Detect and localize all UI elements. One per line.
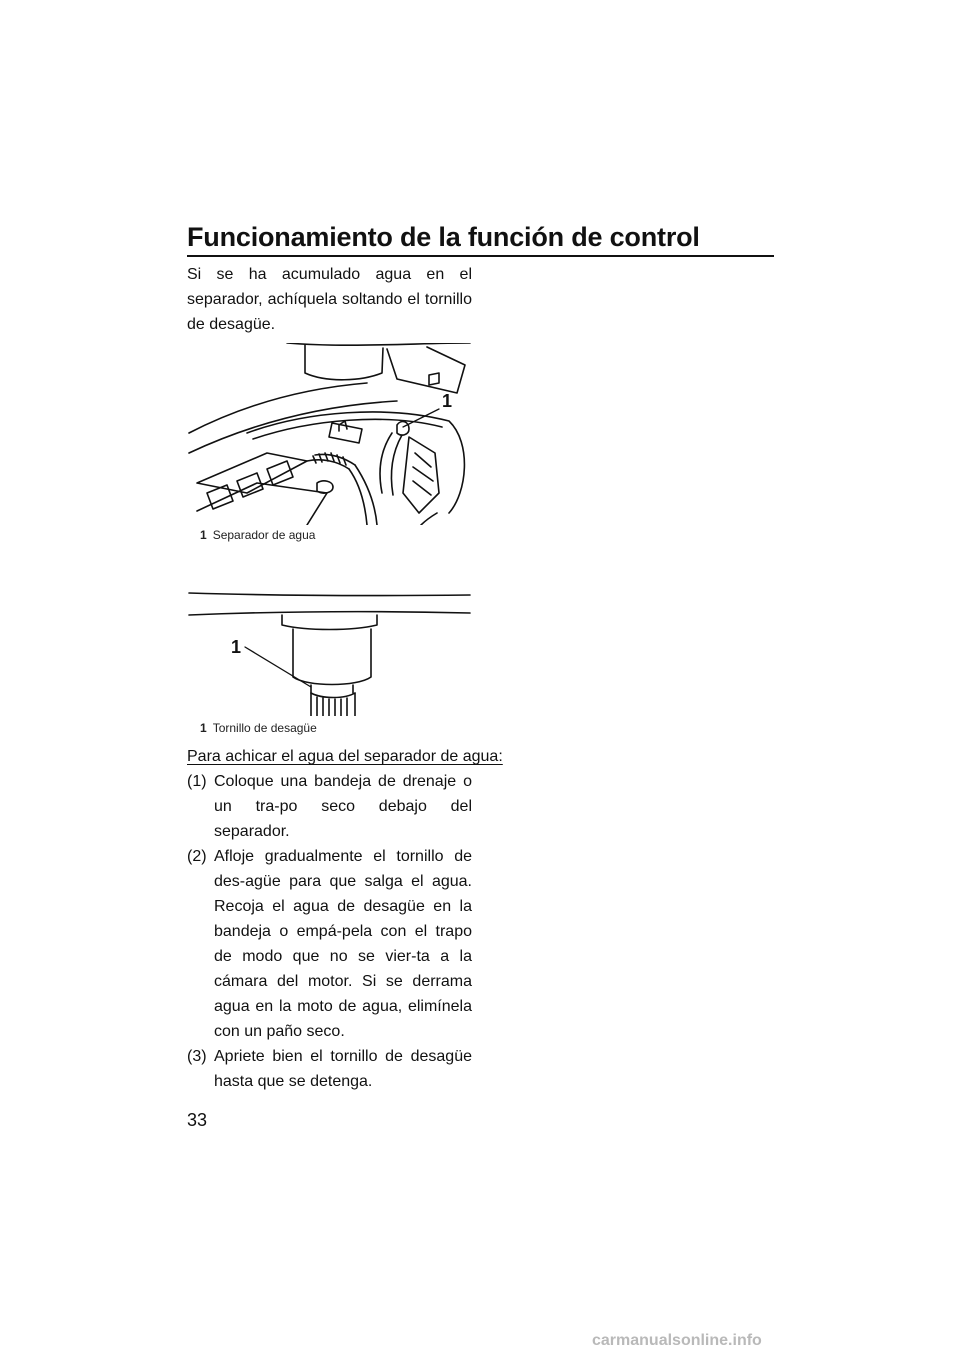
intro-paragraph: Si se ha acumulado agua en el separador, achíquela soltando el tornillo de desagüe.: [187, 266, 472, 333]
caption-number: 1: [200, 528, 207, 542]
content-column: [187, 262, 503, 1094]
engine-compartment-illustration: [187, 343, 472, 525]
step-number: (3): [187, 1048, 207, 1065]
procedure-step: [187, 844, 472, 1044]
step-text: Afloje gradualmente el tornillo de des-agüe para que salga el agua. Recoja el agua de desagüe en la bandeja o empá-pela con el trapo de modo que no se vier-ta a la cámara del motor. Si se derrama agua en la moto de agua, elimínela con un paño seco.: [214, 848, 472, 1040]
caption-text: Separador de agua: [212, 528, 316, 542]
step-number: (1): [187, 773, 207, 790]
procedure-step: [187, 769, 472, 844]
figure-drain-screw: [187, 591, 472, 736]
caption-text: Tornillo de desagüe: [212, 721, 317, 735]
procedure-steps: [187, 769, 472, 1094]
figure-caption: [200, 527, 472, 543]
page-title: Funcionamiento de la función de control: [187, 222, 700, 252]
title-rule: [187, 255, 774, 257]
figure-water-separator: [187, 343, 472, 543]
page-number: 33: [187, 1110, 208, 1130]
caption-number: 1: [200, 721, 207, 735]
step-text: Apriete bien el tornillo de desagüe hasta que se detenga.: [214, 1048, 472, 1090]
figure-caption: [200, 720, 472, 736]
watermark: carmanualsonline.info: [592, 1332, 762, 1349]
callout-1: 1: [231, 637, 242, 657]
drain-screw-illustration: [187, 591, 472, 716]
procedure-step: [187, 1044, 472, 1094]
callout-1: 1: [442, 391, 453, 411]
procedure-heading: Para achicar el agua del separador de agua:: [187, 748, 503, 765]
step-text: Coloque una bandeja de drenaje o un tra-po seco debajo del separador.: [214, 773, 472, 840]
step-number: (2): [187, 848, 207, 865]
